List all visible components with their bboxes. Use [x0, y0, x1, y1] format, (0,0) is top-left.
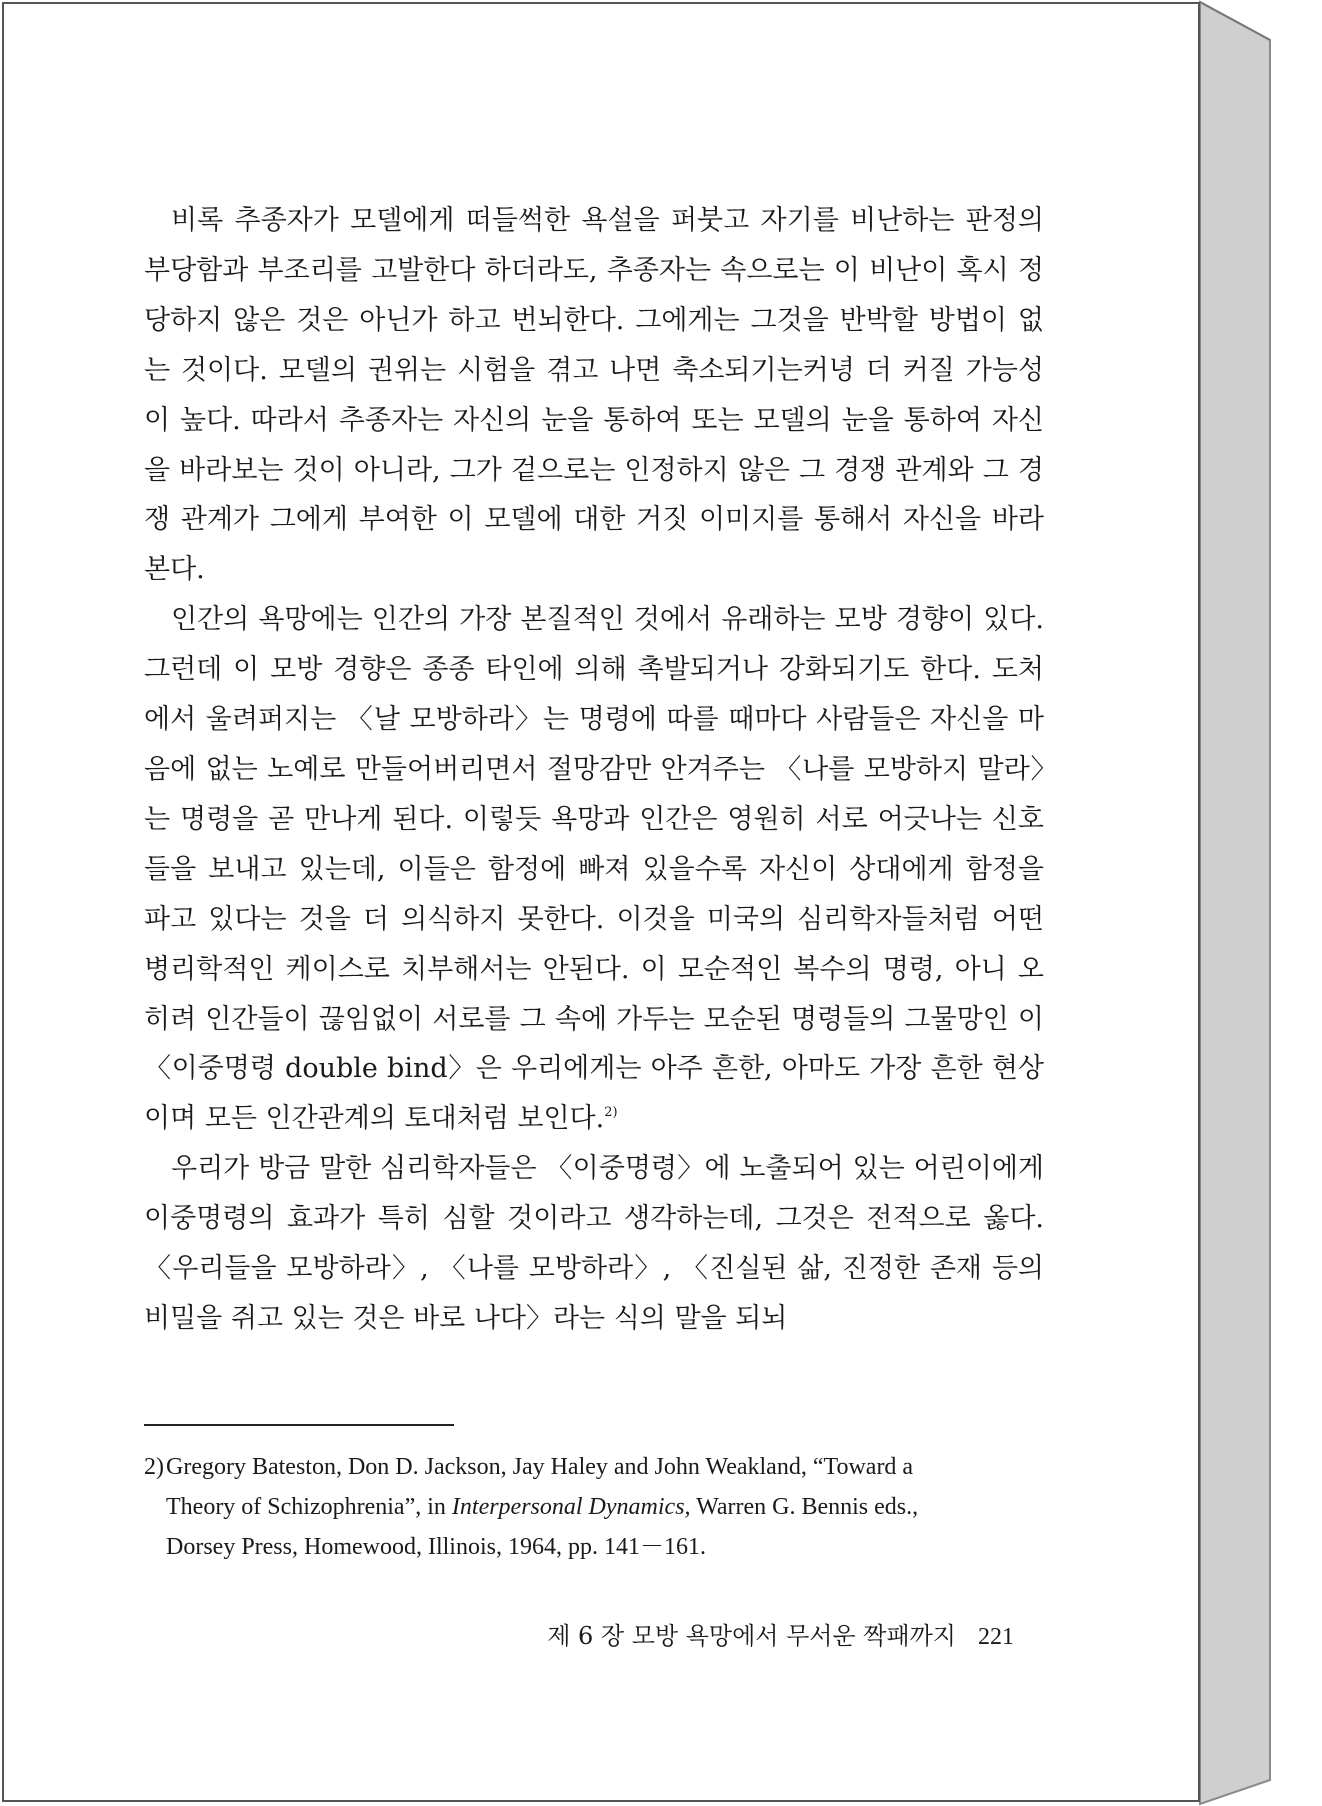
footnote-title: Theory of Schizophrenia”, in [166, 1494, 452, 1520]
footnote-line-1 [144, 1447, 1044, 1487]
page-number: 221 [978, 1624, 1014, 1650]
footnote-authors: Gregory Bateston, Don D. Jackson, Jay Haley and John Weakland, “Toward a [166, 1454, 914, 1480]
paragraph-2 [144, 595, 1044, 1144]
footnote-book-title: Interpersonal Dynamics, [451, 1494, 691, 1520]
footnote [144, 1447, 1044, 1567]
footnote-reference[interactable]: 2) [604, 1105, 618, 1121]
book-page [2, 2, 1200, 1802]
chapter-title: 제 6 장 모방 욕망에서 무서운 짝패까지 [547, 1622, 956, 1650]
footnote-divider [144, 1424, 454, 1426]
footnote-number: 2) [144, 1454, 164, 1480]
running-footer [504, 1616, 1014, 1651]
footnote-editors: Warren G. Bennis eds., [690, 1494, 919, 1520]
footnote-line-2 [144, 1487, 1044, 1527]
paragraph-2-text: 인간의 욕망에는 인간의 가장 본질적인 것에서 유래하는 모방 경향이 있다. 그런데 이 모방 경향은 종종 타인에 의해 촉발되거나 강화되기도 한다. 도처에서 울려퍼지는 〈날 모방하라〉는 명령에 따를 때마다 사람들은 자신을 마음에 없는 노예로 만들어버리면서 절망감만 안겨주는 〈나를 모방하지 말라〉는 명령을 곧 만나게 된다. 이렇듯 욕망과 인간은 영원히 서로 어긋나는 신호들을 보내고 있는데, 이들은 함정에 빠져 있을수록 자신이 상대에게 함정을 파고 있다는 것을 더 의식하지 못한다. 이것을 미국의 심리학자들처럼 어떤 병리학적인 케이스로 치부해서는 안된다. 이 모순적인 복수의 명령, 아니 오히려 인간들이 끊임없이 서로를 그 속에 가두는 모순된 명령들의 그물망인 이 〈이중명령 double bind〉은 우리에게는 아주 흔한, 아마도 가장 흔한 현상이며 모든 인간관계의 토대처럼 보인다. [144, 604, 1044, 1135]
footnote-line-3: Dorsey Press, Homewood, Illinois, 1964, pp. 141－161. [166, 1534, 706, 1560]
body-text [144, 196, 1044, 1344]
paragraph-3: 우리가 방금 말한 심리학자들은 〈이중명령〉에 노출되어 있는 어린이에게 이중명령의 효과가 특히 심할 것이라고 생각하는데, 그것은 전적으로 옳다. 〈우리들을 모방하라〉, 〈나를 모방하라〉, 〈진실된 삶, 진정한 존재 등의 비밀을 쥐고 있는 것은 바로 나다〉라는 식의 말을 되뇌 [144, 1153, 1044, 1334]
paragraph-1: 비록 추종자가 모델에게 떠들썩한 욕설을 퍼붓고 자기를 비난하는 판정의 부당함과 부조리를 고발한다 하더라도, 추종자는 속으로는 이 비난이 혹시 정당하지 않은 것은 아닌가 하고 번뇌한다. 그에게는 그것을 반박할 방법이 없는 것이다. 모델의 권위는 시험을 겪고 나면 축소되기는커녕 더 커질 가능성이 높다. 따라서 추종자는 자신의 눈을 통하여 또는 모델의 눈을 통하여 자신을 바라보는 것이 아니라, 그가 겉으로는 인정하지 않은 그 경쟁 관계와 그 경쟁 관계가 그에게 부여한 이 모델에 대한 거짓 이미지를 통해서 자신을 바라본다. [144, 205, 1044, 586]
